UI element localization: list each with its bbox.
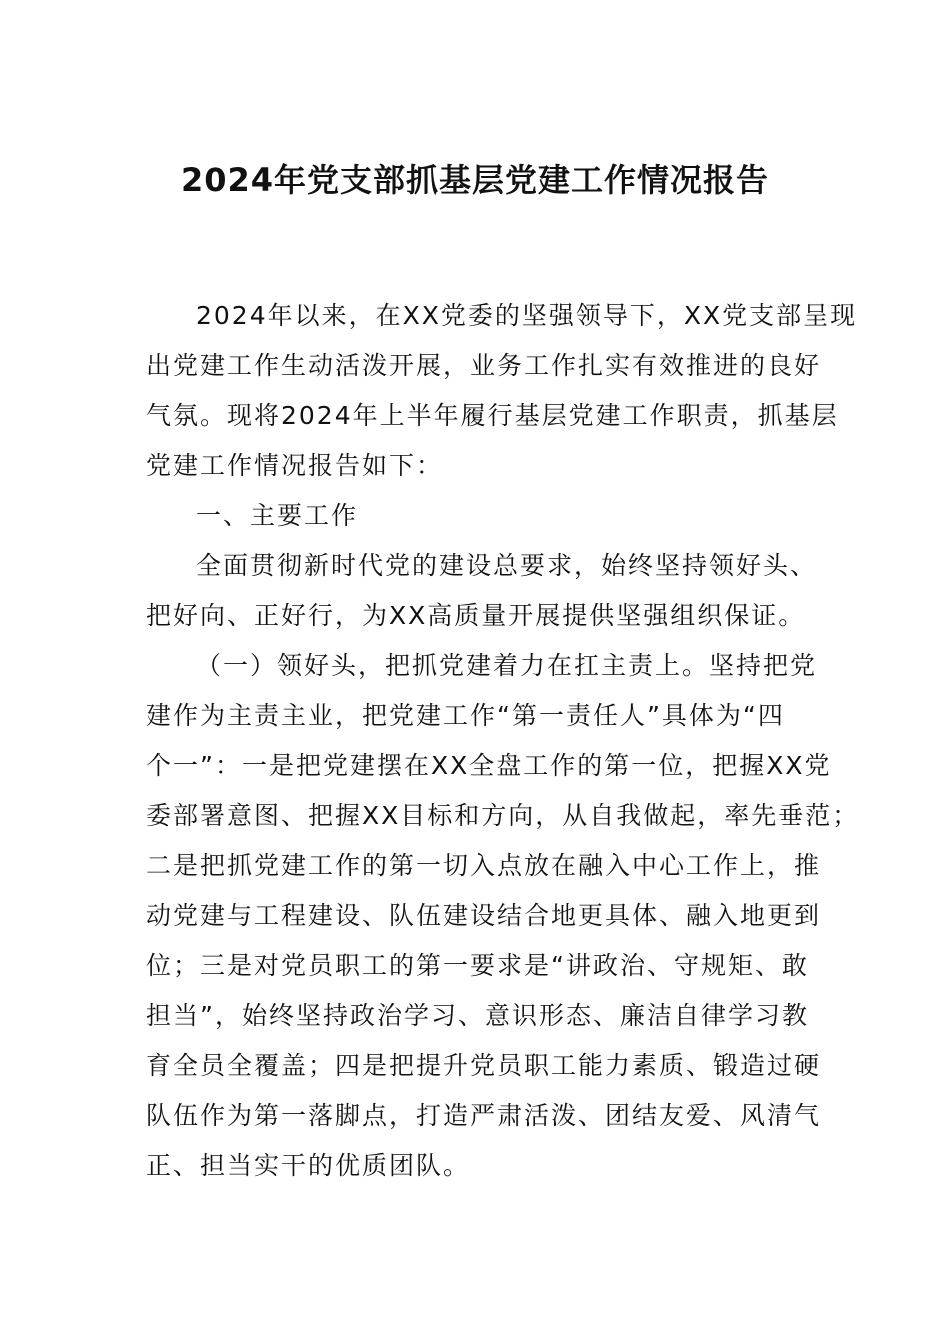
paragraph-line: 担当”，始终坚持政治学习、意识形态、廉洁自律学习教 — [146, 1001, 809, 1030]
paragraph-line: 党建工作情况报告如下： — [146, 451, 444, 480]
paragraph-line: 位；三是对党员职工的第一要求是“讲政治、守规矩、敢 — [146, 951, 809, 980]
paragraph-line: 2024年以来，在XX党委的坚强领导下，XX党支部呈现 — [196, 301, 858, 330]
paragraph-line: 气氛。现将2024年上半年履行基层党建工作职责，抓基层 — [146, 401, 839, 430]
document-body — [146, 291, 860, 1191]
paragraph-line: 二是把抓党建工作的第一切入点放在融入中心工作上，推 — [146, 851, 822, 880]
paragraph-line: 正、担当实干的优质团队。 — [146, 1151, 471, 1180]
document-title: 2024年党支部抓基层党建工作情况报告 — [180, 161, 770, 199]
paragraph-line: 个一”：一是把党建摆在XX全盘工作的第一位，把握XX党 — [146, 751, 832, 780]
paragraph-line: 建作为主责主业，把党建工作“第一责任人”具体为“四 — [146, 701, 785, 730]
paragraph-line: （一）领好头，把抓党建着力在扛主责上。坚持把党 — [196, 651, 818, 680]
paragraph-line: 动党建与工程建设、队伍建设结合地更具体、融入地更到 — [146, 901, 822, 930]
paragraph-line: 委部署意图、把握XX目标和方向，从自我做起，率先垂范； — [146, 801, 860, 830]
paragraph-line: 队伍作为第一落脚点，打造严肃活泼、团结友爱、风清气 — [146, 1101, 822, 1130]
paragraph-line: 育全员全覆盖；四是把提升党员职工能力素质、锻造过硬 — [146, 1051, 822, 1080]
paragraph-line: 把好向、正好行，为XX高质量开展提供坚强组织保证。 — [146, 601, 806, 630]
paragraph-line: 出党建工作生动活泼开展，业务工作扎实有效推进的良好 — [146, 351, 822, 380]
section-heading: 一、主要工作 — [196, 501, 359, 530]
paragraph-line: 全面贯彻新时代党的建设总要求，始终坚持领好头、 — [196, 551, 818, 580]
